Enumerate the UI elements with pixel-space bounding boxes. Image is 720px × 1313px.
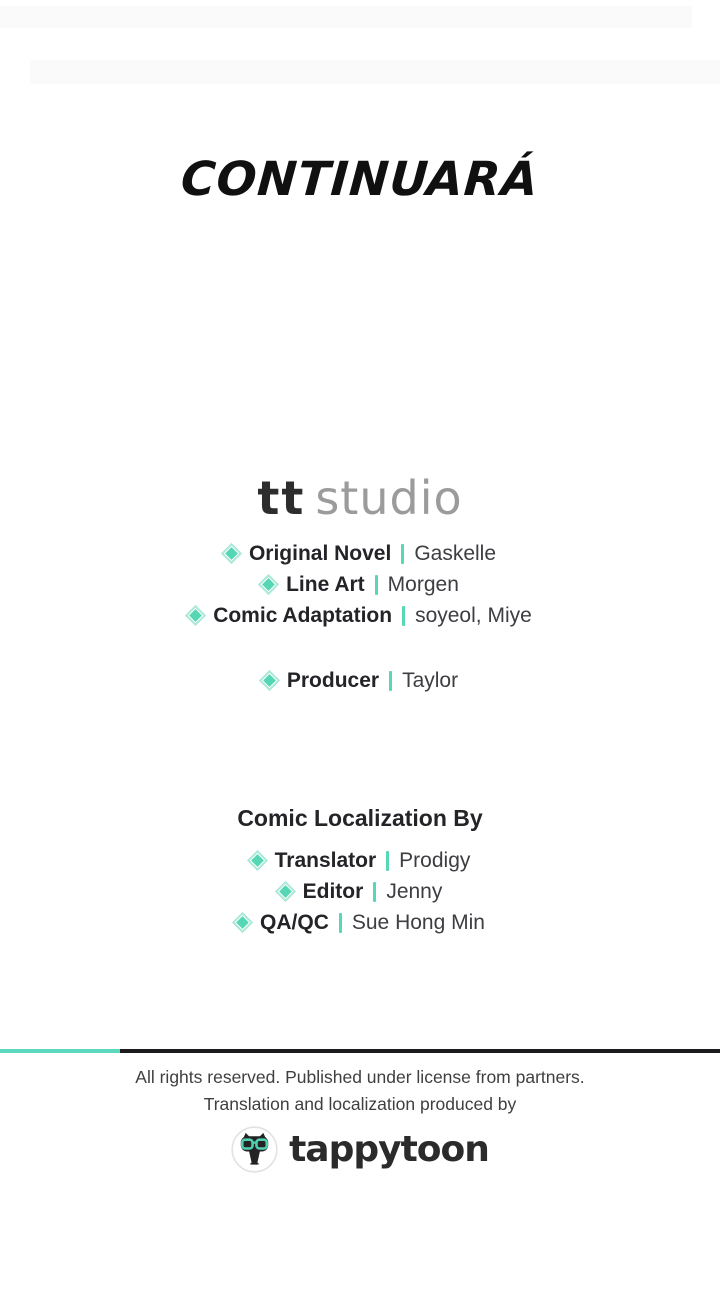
localization-heading: Comic Localization By — [237, 805, 483, 831]
credit-person: Gaskelle — [414, 541, 497, 565]
top-strip-2 — [30, 60, 720, 84]
credit-person: Prodigy — [399, 848, 471, 872]
separator-bar — [373, 882, 376, 902]
credit-role: Translator — [274, 848, 377, 872]
diamond-icon — [232, 912, 253, 933]
separator-bar — [389, 671, 392, 691]
tappytoon-wordmark: tappytoon — [289, 1129, 489, 1170]
credit-row-editor — [0, 876, 720, 907]
diamond-icon — [258, 574, 279, 595]
separator-bar — [401, 544, 404, 564]
credit-row-producer — [0, 665, 720, 696]
credit-row-translator — [0, 845, 720, 876]
footer-divider-accent — [0, 1049, 120, 1053]
separator-bar — [339, 913, 342, 933]
credit-person: Jenny — [386, 879, 443, 903]
rights-line-2: Translation and localization produced by — [203, 1094, 517, 1114]
diamond-icon — [247, 850, 268, 871]
diamond-icon — [259, 670, 280, 691]
diamond-icon — [221, 543, 242, 564]
tt-logo-light: studio — [315, 471, 463, 525]
credit-role: Producer — [286, 668, 380, 692]
credit-row-comic-adaptation — [0, 600, 720, 631]
separator-bar — [402, 606, 405, 626]
credit-row-line-art — [0, 569, 720, 600]
credit-row-qaqc — [0, 907, 720, 938]
top-strip-1 — [0, 6, 692, 28]
studio-credits-list — [0, 538, 720, 696]
tappytoon-cat-icon — [231, 1126, 278, 1173]
credit-person: Sue Hong Min — [351, 910, 485, 934]
credit-person: Morgen — [387, 572, 459, 596]
rights-line-1: All rights reserved. Published under license from partners. — [135, 1067, 585, 1087]
separator-bar — [375, 575, 378, 595]
credit-row-original-novel — [0, 538, 720, 569]
credit-role: Comic Adaptation — [213, 603, 393, 627]
credit-role: QA/QC — [260, 910, 329, 934]
tappytoon-logo — [0, 1126, 720, 1173]
separator-bar — [386, 851, 389, 871]
diamond-icon — [275, 881, 296, 902]
tt-studio-logo — [0, 468, 720, 528]
credit-person: Taylor — [402, 668, 459, 692]
credit-person: soyeol, Miye — [415, 603, 532, 627]
tt-logo-bold: tt — [257, 471, 306, 525]
continuara-title-text: CONTINUARÁ — [179, 152, 541, 207]
rights-notice — [0, 1064, 720, 1118]
localization-section — [0, 803, 720, 938]
credit-role: Original Novel — [248, 541, 392, 565]
diamond-icon — [185, 605, 206, 626]
continuara-title — [0, 148, 720, 223]
footer-divider — [0, 1049, 720, 1053]
credit-role: Editor — [302, 879, 364, 903]
credit-role: Line Art — [286, 572, 365, 596]
